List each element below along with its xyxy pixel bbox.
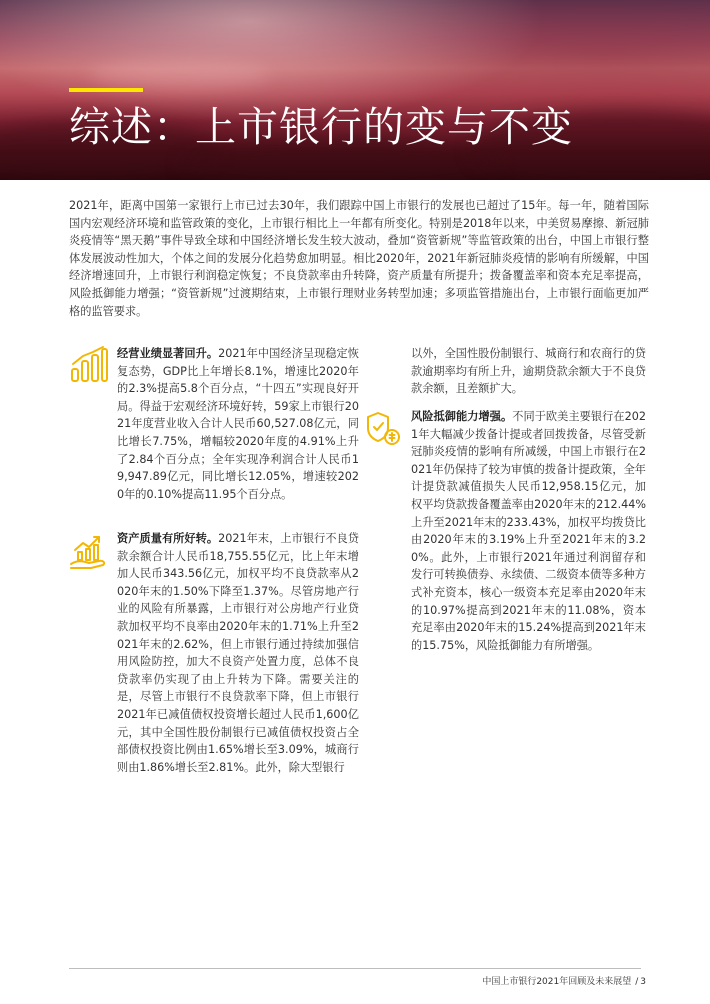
section-body: 2021年末，上市银行不良贷款余额合计人民币18,755.55亿元，比上年末增加人民币343.56亿元，加权平均不良贷款率从2020年末的1.50%下降至1.37%。尽管房地产行业的风险有所暴露，上市银行对公房地产行业贷款加权平均不良率由2020年末的1.71%上升至2021年末的2.62%，但上市银行通过持续加强信用风险防控，加大不良资产处置力度，总体不良贷款率仍实现了由上升转为下降。需要关注的是，尽管上市银行不良贷款率下降，但上市银行2021年已减值债权投资增长超过人民币1,600亿元，其中全国性股份制银行已减值债权投资占全部债权投资比例由1.65%增长至3.09%，城商行则由1.86%增长至2.81%。此外，除大型银行	[117, 532, 359, 774]
section-heading: 风险抵御能力增强。	[411, 410, 513, 423]
growth-hand-icon	[69, 530, 109, 570]
section-heading: 经营业绩显著回升。	[117, 347, 219, 360]
section-heading: 资产质量有所好转。	[117, 532, 219, 545]
section-body: 2021年中国经济呈现稳定恢复态势，GDP比上年增长8.1%，增速比2020年的2.3%提高5.8个百分点，“十四五”实现良好开局。得益于宏观经济环境好转，59家上市银行2021年度营业收入合计人民币60,527.08亿元，同比增长7.75%，增幅较2020年度的4.91%上升了2.84个百分点；全年实现净利润合计人民币19,947.89亿元，同比增长12.05%，增速较2020年的0.10%提高11.95个百分点。	[117, 347, 359, 501]
bar-chart-icon	[69, 345, 109, 385]
section-risk-resistance	[363, 408, 646, 654]
footer-doc-title: 中国上市银行2021年回顾及未来展望	[482, 977, 632, 987]
section-body: 不同于欧美主要银行在2021年大幅减少拨备计提或者回拨拨备，尽管受新冠肺炎疫情的影响有所减缓，中国上市银行在2021年仍保持了较为审慎的拨备计提政策，全年计提贷款减值损失人民币12,958.15亿元，加权平均贷款拨备覆盖率由2020年末的212.44%上升至2021年末的233.43%，加权平均拨贷比由2020年末的3.19%上升至2021年末的3.20%。此外，上市银行2021年通过利润留存和发行可转换债券、永续债、二级资本债等多种方式补充资本，核心一级资本充足率由2020年末的10.97%提高到2021年末的11.08%，资本充足率由2020年末的15.24%提高到2021年末的15.75%，风险抵御能力有所增强。	[411, 410, 646, 652]
page-footer	[482, 974, 646, 987]
page-number: 3	[640, 977, 646, 987]
section-performance	[69, 345, 359, 503]
header-banner	[0, 0, 710, 180]
section-asset-quality	[69, 530, 359, 776]
section-asset-quality-continued	[411, 345, 646, 398]
section-body: 以外，全国性股份制银行、城商行和农商行的贷款逾期率均有所上升，逾期贷款余额大于不良贷款余额，且差额扩大。	[411, 347, 646, 396]
footer-separator: /	[635, 977, 639, 987]
page-title: 综述：上市银行的变与不变	[69, 103, 573, 151]
shield-coin-icon	[363, 408, 403, 448]
title-accent-bar	[69, 88, 143, 92]
intro-paragraph: 2021年，距离中国第一家银行上市已过去30年，我们跟踪中国上市银行的发展也已超过了15年。每一年，随着国际国内宏观经济环境和监管政策的变化，上市银行相比上一年都有所变化。特别是2018年以来，中美贸易摩擦、新冠肺炎疫情等“黑天鹅”事件导致全球和中国经济增长发生较大波动，叠加“资管新规”等监管政策的出台，中国上市银行整体发展波动性加大，个体之间的发展分化趋势愈加明显。相比2020年，2021年新冠肺炎疫情的影响有所缓解，中国经济增速回升，上市银行利润稳定恢复；不良贷款率由升转降，资产质量有所提升；拨备覆盖率和资本充足率提高，风险抵御能力增强；“资管新规”过渡期结束，上市银行理财业务转型加速；多项监管措施出台，上市银行面临更加严格的监管要求。	[69, 199, 649, 318]
footer-divider	[69, 968, 641, 969]
